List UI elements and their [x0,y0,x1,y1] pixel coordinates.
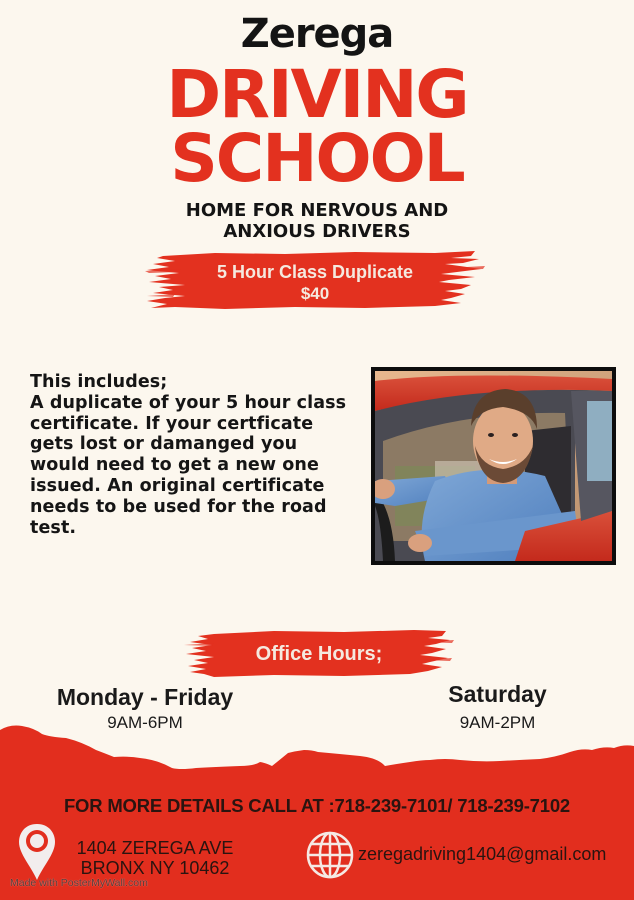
description-line: A duplicate of your 5 hour class [30,392,347,413]
tagline-line-1: HOME FOR NERVOUS AND [185,200,449,221]
address-line-2: BRONX NY 10462 [80,858,230,878]
brand-name: Zerega [240,11,394,57]
title-driving: DRIVING [166,56,468,133]
address-line-1: 1404 ZEREGA AVE [76,838,234,858]
office-hours-heading: Office Hours; [255,643,383,665]
call-details: FOR MORE DETAILS CALL AT :718-239-7101/ 718-239-7102 [63,795,571,816]
weekdays-hours: 9AM-6PM [107,713,183,732]
weekdays-label: Monday - Friday [56,684,234,710]
description [30,372,370,538]
tagline-line-2: ANXIOUS DRIVERS [223,221,411,242]
description-line: needs to be used for the road [30,496,327,517]
globe-icon [305,830,355,880]
offer-name: 5 Hour Class Duplicate [216,262,414,282]
saturday-hours: 9AM-2PM [459,713,536,732]
description-line: issued. An original certificate [30,475,325,496]
office-hours-banner [184,628,454,680]
description-line: gets lost or damanged you [30,434,298,455]
title-school: SCHOOL [170,120,464,197]
price-banner [145,250,485,310]
saturday-label: Saturday [448,681,547,707]
description-line: test. [30,517,77,538]
map-pin-icon [17,822,57,882]
description-line: certificate. If your certficate [30,413,314,434]
driver-photo-illustration [375,371,612,561]
email-link[interactable]: zeregadriving1404@gmail.com [358,844,607,864]
tagline [0,200,634,242]
watermark: Made with PosterMyWall.com [10,877,148,889]
description-line: This includes; [30,372,168,392]
address [70,838,240,878]
description-line: would need to get a new one [30,455,319,476]
offer-price: $40 [300,284,330,303]
driver-photo [371,367,616,565]
